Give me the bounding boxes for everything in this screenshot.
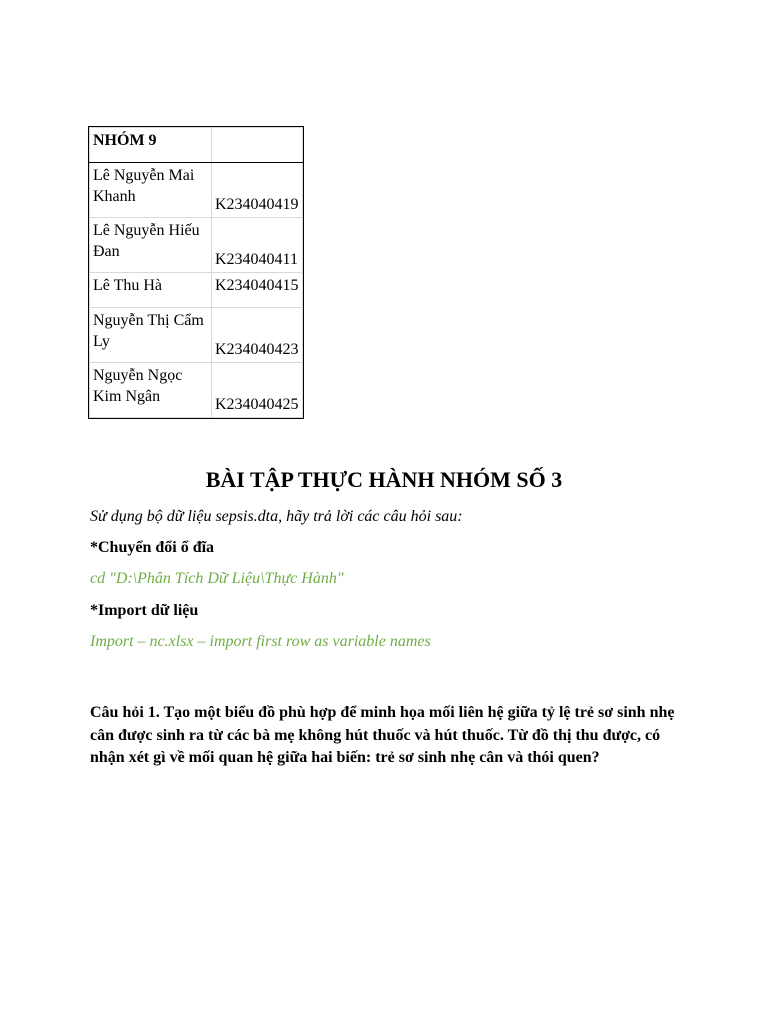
member-id: K234040423: [212, 308, 303, 363]
member-name: Lê Thu Hà: [90, 273, 212, 308]
member-name: Lê Nguyễn Mai Khanh: [90, 163, 212, 218]
table-row: [90, 163, 303, 218]
member-id: K234040415: [212, 273, 303, 308]
group-title-empty-cell: [212, 128, 303, 163]
member-id: K234040411: [212, 218, 303, 273]
member-name: Nguyễn Thị Cẩm Ly: [90, 308, 212, 363]
member-name: Nguyễn Ngọc Kim Ngân: [90, 363, 212, 418]
member-id: K234040425: [212, 363, 303, 418]
import-data-command: Import – nc.xlsx – import first row as variable names: [90, 633, 431, 650]
intro-text: Sử dụng bộ dữ liệu sepsis.dta, hãy trả lời các câu hỏi sau:: [90, 508, 463, 525]
drive-change-command: cd "D:\Phân Tích Dữ Liệu\Thực Hành": [90, 570, 344, 587]
drive-change-heading: *Chuyển đổi ổ đĩa: [90, 539, 215, 556]
table-row: [90, 308, 303, 363]
import-data-heading: *Import dữ liệu: [90, 602, 199, 619]
member-name: Lê Nguyễn Hiếu Đan: [90, 218, 212, 273]
question-1: Câu hỏi 1. Tạo một biểu đồ phù hợp để minh họa mối liên hệ giữa tỷ lệ trẻ sơ sinh nhẹ cân được sinh ra từ các bà mẹ không hút thuốc và hút thuốc. Từ đồ thị thu được, có nhận xét gì về mối quan hệ giữa hai biến: trẻ sơ sinh nhẹ cân và thói quen?: [90, 704, 675, 766]
document-title: BÀI TẬP THỰC HÀNH NHÓM SỐ 3: [205, 467, 563, 492]
member-id: K234040419: [212, 163, 303, 218]
group-members-table: [89, 127, 303, 418]
table-header-row: [90, 128, 303, 163]
table-row: [90, 363, 303, 418]
table-row: [90, 273, 303, 308]
table-row: [90, 218, 303, 273]
group-title: NHÓM 9: [90, 128, 212, 163]
